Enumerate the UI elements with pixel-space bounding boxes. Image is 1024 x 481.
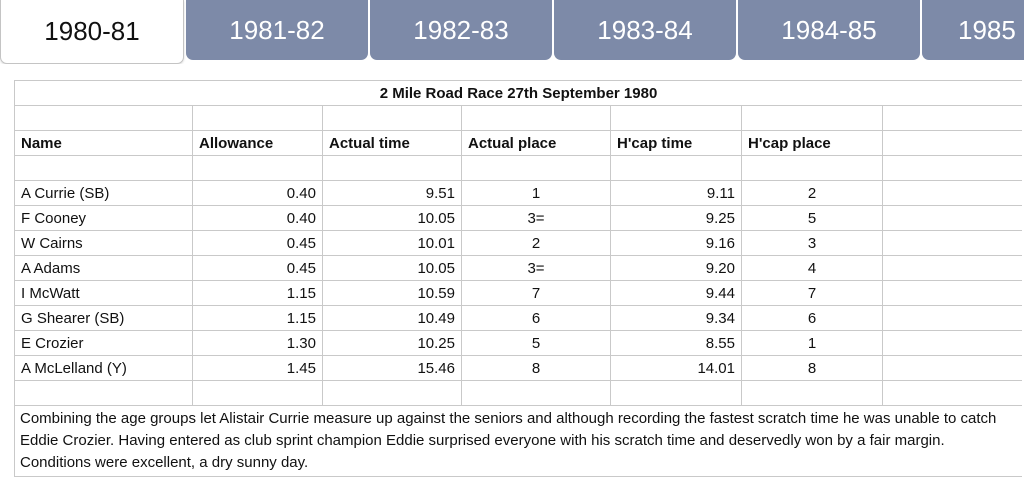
cell-name: W Cairns xyxy=(15,231,193,256)
cell-actual-place: 8 xyxy=(462,356,611,381)
cell-empty xyxy=(883,256,1023,281)
header-actual-time: Actual time xyxy=(323,131,462,156)
race-results-panel xyxy=(14,80,1022,481)
cell-hcap-place: 8 xyxy=(742,356,883,381)
cell-allowance: 1.30 xyxy=(193,331,323,356)
spacer-row xyxy=(15,106,1023,131)
table-row xyxy=(15,181,1023,206)
cell-actual-time: 9.51 xyxy=(323,181,462,206)
tab-1982-83[interactable]: 1982-83 xyxy=(370,0,552,60)
table-row xyxy=(15,206,1023,231)
header-hcap-time: H'cap time xyxy=(611,131,742,156)
cell-hcap-time: 9.34 xyxy=(611,306,742,331)
cell-actual-time: 10.05 xyxy=(323,206,462,231)
tab-1984-85[interactable]: 1984-85 xyxy=(738,0,920,60)
cell-actual-place: 7 xyxy=(462,281,611,306)
cell-hcap-time: 9.20 xyxy=(611,256,742,281)
tab-1980-81[interactable]: 1980-81 xyxy=(0,0,184,64)
cell-hcap-place: 5 xyxy=(742,206,883,231)
cell-actual-place: 3= xyxy=(462,206,611,231)
header-allowance: Allowance xyxy=(193,131,323,156)
cell-actual-place: 6 xyxy=(462,306,611,331)
cell-hcap-time: 9.44 xyxy=(611,281,742,306)
cell-hcap-time: 8.55 xyxy=(611,331,742,356)
cell-name: A McLelland (Y) xyxy=(15,356,193,381)
cell-hcap-place: 7 xyxy=(742,281,883,306)
spacer-row xyxy=(15,156,1023,181)
cell-hcap-place: 1 xyxy=(742,331,883,356)
race-note-row xyxy=(15,406,1023,477)
table-row xyxy=(15,281,1023,306)
race-results-table xyxy=(14,80,1022,477)
cell-actual-place: 2 xyxy=(462,231,611,256)
cell-hcap-place: 3 xyxy=(742,231,883,256)
cell-allowance: 0.45 xyxy=(193,256,323,281)
cell-hcap-time: 9.16 xyxy=(611,231,742,256)
tab-1981-82[interactable]: 1981-82 xyxy=(186,0,368,60)
cell-name: F Cooney xyxy=(15,206,193,231)
cell-name: A Adams xyxy=(15,256,193,281)
cell-empty xyxy=(883,231,1023,256)
cell-actual-place: 5 xyxy=(462,331,611,356)
cell-actual-time: 15.46 xyxy=(323,356,462,381)
cell-actual-time: 10.05 xyxy=(323,256,462,281)
cell-actual-place: 3= xyxy=(462,256,611,281)
cell-actual-time: 10.25 xyxy=(323,331,462,356)
cell-actual-time: 10.01 xyxy=(323,231,462,256)
header-hcap-place: H'cap place xyxy=(742,131,883,156)
table-row xyxy=(15,356,1023,381)
cell-hcap-time: 14.01 xyxy=(611,356,742,381)
cell-empty xyxy=(883,331,1023,356)
cell-hcap-place: 6 xyxy=(742,306,883,331)
cell-empty xyxy=(883,206,1023,231)
header-empty xyxy=(883,131,1023,156)
cell-hcap-time: 9.25 xyxy=(611,206,742,231)
spacer-row xyxy=(15,381,1023,406)
cell-actual-time: 10.49 xyxy=(323,306,462,331)
cell-actual-time: 10.59 xyxy=(323,281,462,306)
table-row xyxy=(15,256,1023,281)
cell-hcap-place: 4 xyxy=(742,256,883,281)
cell-allowance: 0.40 xyxy=(193,181,323,206)
cell-empty xyxy=(883,356,1023,381)
cell-allowance: 0.40 xyxy=(193,206,323,231)
table-row xyxy=(15,306,1023,331)
header-name: Name xyxy=(15,131,193,156)
tab-1985[interactable]: 1985 xyxy=(922,0,1024,60)
cell-allowance: 1.15 xyxy=(193,281,323,306)
race-report-text: Combining the age groups let Alistair Currie measure up against the seniors and although recording the fastest scratch time he was unable to catch Eddie Crozier. Having entered as club sprint champion Eddie surprised everyone with his scratch time and deservedly won by a fair margin. Conditions were excellent, a dry sunny day. xyxy=(15,406,1023,477)
cell-hcap-place: 2 xyxy=(742,181,883,206)
cell-allowance: 1.45 xyxy=(193,356,323,381)
cell-empty xyxy=(883,181,1023,206)
cell-actual-place: 1 xyxy=(462,181,611,206)
cell-hcap-time: 9.11 xyxy=(611,181,742,206)
race-title-row xyxy=(15,81,1023,106)
tab-1983-84[interactable]: 1983-84 xyxy=(554,0,736,60)
cell-name: E Crozier xyxy=(15,331,193,356)
cell-name: A Currie (SB) xyxy=(15,181,193,206)
table-row xyxy=(15,231,1023,256)
cell-empty xyxy=(883,306,1023,331)
race-title: 2 Mile Road Race 27th September 1980 xyxy=(15,81,1023,106)
cell-allowance: 1.15 xyxy=(193,306,323,331)
cell-name: I McWatt xyxy=(15,281,193,306)
cell-allowance: 0.45 xyxy=(193,231,323,256)
cell-empty xyxy=(883,281,1023,306)
header-row xyxy=(15,131,1023,156)
header-actual-place: Actual place xyxy=(462,131,611,156)
table-row xyxy=(15,331,1023,356)
season-tab-bar xyxy=(0,0,1024,64)
cell-name: G Shearer (SB) xyxy=(15,306,193,331)
